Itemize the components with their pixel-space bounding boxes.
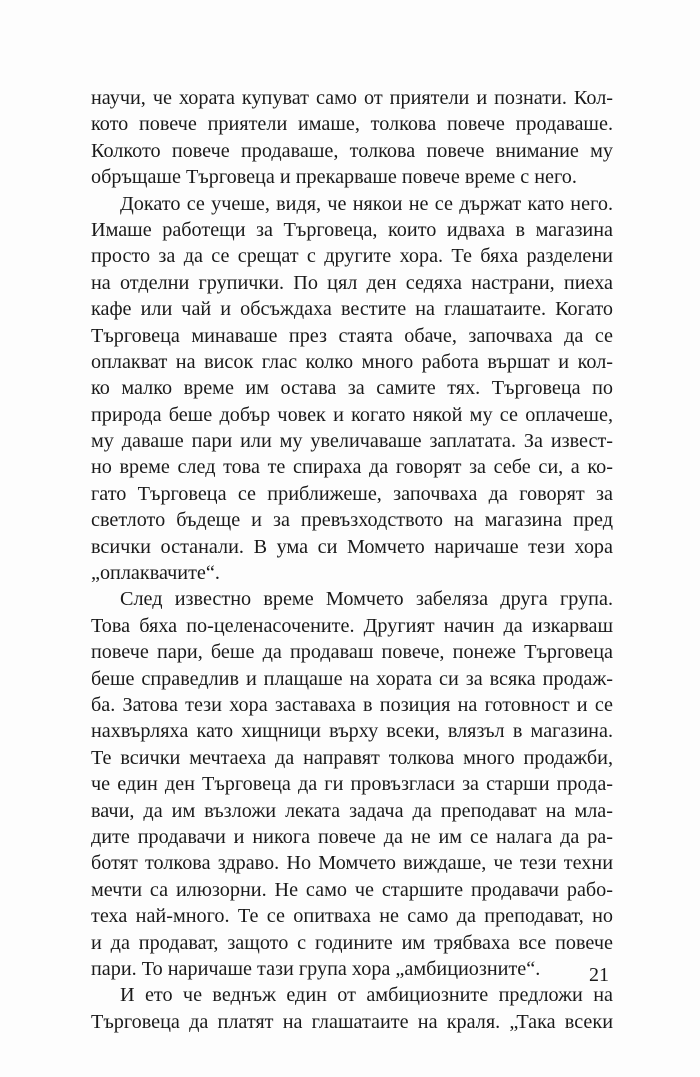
text-line: му даваше пари или му увеличаваше заплатата. За извест- — [91, 430, 613, 453]
paragraph — [91, 982, 613, 1035]
text-line: мечти са илюзорни. Не само че старшите продавачи рабо- — [91, 878, 613, 901]
body-text — [91, 85, 613, 1035]
text-line: ко малко време им остава за самите тях. Търговеца по — [91, 377, 613, 400]
paragraph — [91, 586, 613, 982]
text-line: Колкото повече продаваше, толкова повече внимание му — [91, 139, 613, 162]
text-line: Докато се учеше, видя, че някои не се държат като него. — [120, 192, 613, 215]
text-line: но време след това те спираха да говорят за себе си, а ко- — [91, 456, 613, 479]
text-line: Търговеца да платят на глашатаите на краля. „Така всеки — [91, 1010, 613, 1033]
paragraph — [91, 85, 613, 191]
text-line: природа беше добър човек и когато някой му се оплачеше, — [91, 403, 613, 426]
text-line: „оплаквачите“. — [91, 562, 220, 585]
text-line: теха най-много. Те се опитваха не само да преподават, но — [91, 905, 613, 928]
text-line: всички останали. В ума си Момчето наричаше тези хора — [91, 535, 613, 558]
text-line: обръщаше Търговеца и прекарваше повече време с него. — [91, 166, 577, 189]
text-line: Те всички мечтаеха да направят толкова много продажби, — [91, 746, 613, 769]
text-line: И ето че веднъж един от амбициозните предложи на — [120, 984, 613, 1007]
text-line: Имаше работещи за Търговеца, които идваха в магазина — [91, 218, 613, 241]
text-line: кото повече приятели имаше, толкова повече продаваше. — [91, 113, 613, 136]
text-line: вачи, да им възложи леката задача да преподават на мла- — [91, 799, 613, 822]
text-line: Това бяха по-целенасочените. Другият начин да изкарваш — [91, 614, 613, 637]
paragraph — [91, 191, 613, 587]
text-line: Търговеца минаваше през стаята обаче, започваха да се — [91, 324, 613, 347]
text-line: и да продават, защото с годините им трябваха все повече — [91, 931, 613, 954]
text-line: на отделни групички. По цял ден седяха настрани, пиеха — [91, 271, 613, 294]
text-line: ба. Затова тези хора заставаха в позиция на готовност и се — [91, 693, 613, 716]
text-line: светлото бъдеще и за превъзходството на магазина пред — [91, 509, 613, 532]
text-line: нахвърляха като хищници върху всеки, влязъл в магазина. — [91, 720, 613, 743]
text-line: гато Търговеца се приближеше, започваха да говорят за — [91, 482, 613, 505]
text-line: повече пари, беше да продаваш повече, понеже Търговеца — [91, 641, 613, 664]
text-line: просто за да се срещат с другите хора. Те бяха разделени — [91, 245, 613, 268]
text-line: научи, че хората купуват само от приятели и познати. Кол- — [91, 87, 613, 109]
text-line: че един ден Търговеца да ги провъзгласи за старши прода- — [91, 773, 613, 796]
page-number: 21 — [589, 964, 609, 986]
text-line: беше справедлив и плащаше на хората си за всяка продаж- — [91, 667, 613, 690]
text-line: пари. То наричаше тази група хора „амбициозните“. — [91, 957, 541, 980]
text-line: кафе или чай и обсъждаха вестите на глашатаите. Когато — [91, 298, 613, 321]
text-line: ботят толкова здраво. Но Момчето виждаше, че тези техни — [91, 852, 613, 875]
text-line: дите продавачи и никога повече да не им се налага да ра- — [91, 825, 613, 848]
text-line: След известно време Момчето забеляза друга група. — [120, 588, 613, 611]
text-line: оплакват на висок глас колко много работа вършат и кол- — [91, 350, 613, 373]
